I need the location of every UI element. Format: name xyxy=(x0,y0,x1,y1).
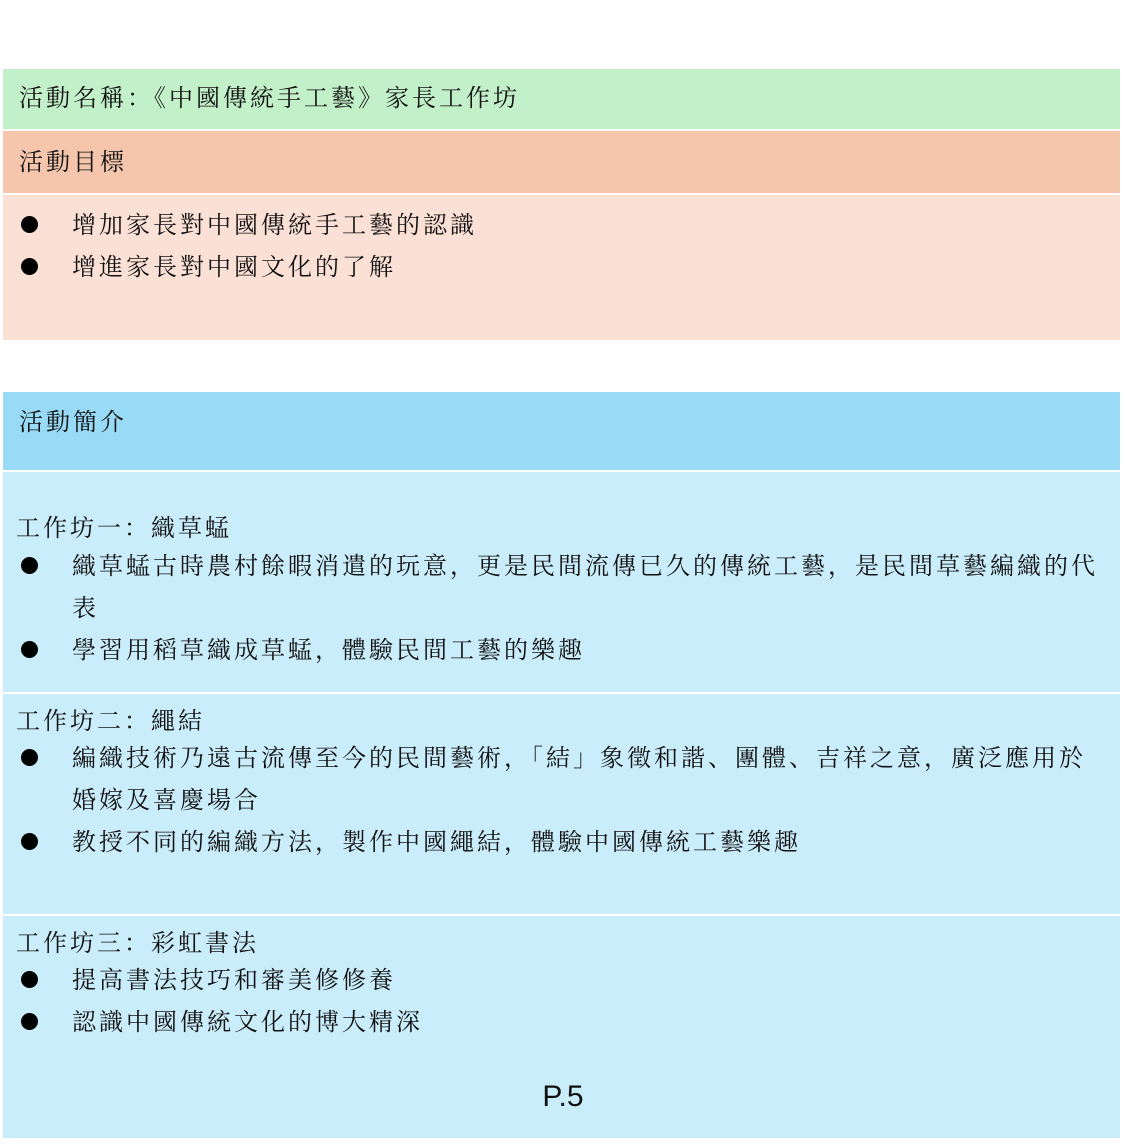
bullet-icon xyxy=(21,833,38,850)
bullet-icon xyxy=(21,1013,38,1030)
workshop-item: 織草蜢古時農村餘暇消遣的玩意，更是民間流傳已久的傳統工藝，是民間草藝編織的代表 xyxy=(15,545,1110,629)
activity-title-bar xyxy=(3,69,1120,129)
goals-header xyxy=(3,131,1120,193)
activity-title: 活動名稱：《中國傳統手工藝》家長工作坊 xyxy=(19,84,520,112)
bullet-icon xyxy=(21,971,38,988)
workshop-item: 編織技術乃遠古流傳至今的民間藝術，「結」象徵和諧、團體、吉祥之意，廣泛應用於婚嫁及喜慶場合 xyxy=(15,737,1110,821)
bullet-icon xyxy=(21,216,38,233)
goals-heading: 活動目標 xyxy=(19,148,127,176)
workshop-2-title: 工作坊二：繩結 xyxy=(16,707,205,735)
bullet-icon xyxy=(21,749,38,766)
goal-item: 增加家長對中國傳統手工藝的認識 xyxy=(15,204,1110,246)
workshop-1-list xyxy=(15,545,1110,671)
goal-item: 增進家長對中國文化的了解 xyxy=(15,246,1110,288)
workshop-item: 認識中國傳統文化的博大精深 xyxy=(15,1001,1110,1043)
workshop-2-list xyxy=(15,737,1110,863)
workshop-item: 學習用稻草織成草蜢，體驗民間工藝的樂趣 xyxy=(15,629,1110,671)
goals-section xyxy=(3,195,1120,340)
bullet-icon xyxy=(21,258,38,275)
workshop-item: 教授不同的編織方法，製作中國繩結，體驗中國傳統工藝樂趣 xyxy=(15,821,1110,863)
workshop-3-list xyxy=(15,959,1110,1043)
workshop-item: 提高書法技巧和審美修修養 xyxy=(15,959,1110,1001)
goals-list xyxy=(15,204,1110,288)
workshop-1-title: 工作坊一：織草蜢 xyxy=(16,514,232,542)
workshop-2-section xyxy=(3,694,1120,914)
intro-heading: 活動簡介 xyxy=(19,408,127,436)
workshop-3-title: 工作坊三：彩虹書法 xyxy=(16,929,259,957)
intro-header xyxy=(3,392,1120,470)
bullet-icon xyxy=(21,641,38,658)
bullet-icon xyxy=(21,557,38,574)
workshop-1-section xyxy=(3,472,1120,692)
page-number: P.5 xyxy=(542,1080,584,1113)
